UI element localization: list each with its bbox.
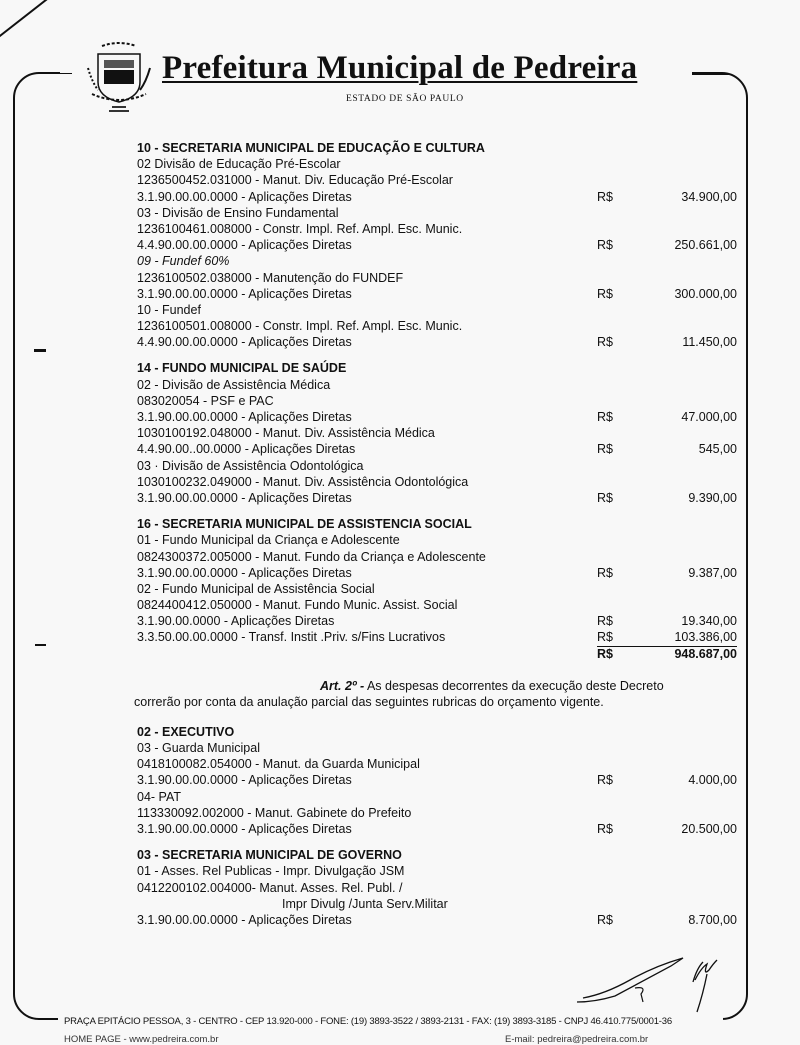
margin-mark xyxy=(35,644,46,646)
line-item: 4.4.90.00..00.0000 - Aplicações Diretas R$ 545,00 xyxy=(137,442,737,457)
line-item: 4.4.90.00.00.0000 - Aplicações Diretas R$ 11.450,00 xyxy=(137,335,737,350)
amount: 103.386,00 xyxy=(674,629,737,646)
section-heading: 16 - SECRETARIA MUNICIPAL DE ASSISTENCIA SOCIAL xyxy=(137,517,472,532)
amount: 11.450,00 xyxy=(682,335,737,350)
line-item: 1236100501.008000 - Constr. Impl. Ref. Ampl. Esc. Munic. xyxy=(137,319,463,334)
currency-label: R$ xyxy=(597,410,613,424)
header-rule-right xyxy=(692,74,732,75)
line-item: 3.1.90.00.00.0000 - Aplicações Diretas R$ 34.900,00 xyxy=(137,189,737,204)
amount: 8.700,00 xyxy=(688,912,737,927)
margin-mark xyxy=(34,349,46,352)
line-item: 03 · Divisão de Assistência Odontológica xyxy=(137,458,364,473)
line-item: 3.1.90.00.00.0000 - Aplicações Diretas R$ 47.000,00 xyxy=(137,410,737,424)
line-item: 0418100082.054000 - Manut. da Guarda Municipal xyxy=(137,757,420,772)
total-amount: 948.687,00 xyxy=(674,646,737,661)
amount: 300.000,00 xyxy=(674,286,737,301)
currency-label: R$ xyxy=(597,821,613,836)
document-body xyxy=(134,140,737,928)
currency-label: R$ xyxy=(597,189,613,204)
line-item: 02 Divisão de Educação Pré-Escolar xyxy=(137,157,341,172)
budget-section xyxy=(137,140,737,350)
amount: 47.000,00 xyxy=(681,410,737,424)
footer-email: E-mail: pedreira@pedreira.com.br xyxy=(505,1034,649,1045)
line-item: 02 - Divisão de Assistência Médica xyxy=(137,377,331,392)
currency-label: R$ xyxy=(597,286,613,301)
currency-label: R$ xyxy=(597,629,613,646)
amount: 34.900,00 xyxy=(681,189,737,204)
line-item: 1236500452.031000 - Manut. Div. Educação Pré-Escolar xyxy=(137,173,453,188)
line-item: 3.1.90.00.0000 - Aplicações Diretas R$ 19.340,00 xyxy=(137,614,737,629)
page-subtitle: ESTADO DE SÃO PAULO xyxy=(346,94,464,104)
currency-label: R$ xyxy=(597,565,613,580)
total-currency: R$ xyxy=(597,646,613,661)
article-text-rest: correrão por conta da anulação parcial das seguintes rubricas do orçamento vigente. xyxy=(134,694,604,709)
line-item: 3.1.90.00.00.0000 - Aplicações Diretas R$ 9.390,00 xyxy=(137,490,737,505)
section-heading: 02 - EXECUTIVO xyxy=(137,724,235,739)
line-item: 1030100192.048000 - Manut. Div. Assistência Médica xyxy=(137,426,435,441)
currency-label: R$ xyxy=(597,773,613,788)
line-item: 01 - Fundo Municipal da Criança e Adolescente xyxy=(137,533,400,548)
line-item: 0412200102.004000- Manut. Asses. Rel. Publ. / xyxy=(137,880,403,895)
annulment-section xyxy=(137,847,737,928)
line-item: 1236100502.038000 - Manutenção do FUNDEF xyxy=(137,270,404,285)
line-item: 1030100232.049000 - Manut. Div. Assistência Odontológica xyxy=(137,474,469,489)
scan-stray-line xyxy=(0,0,97,40)
line-item: 03 - Guarda Municipal xyxy=(137,741,260,755)
budget-section xyxy=(137,360,737,506)
currency-label: R$ xyxy=(597,912,613,927)
article-label: Art. 2º - xyxy=(320,678,365,693)
budget-section xyxy=(137,516,737,662)
annulment-section xyxy=(137,724,737,837)
article-2-paragraph xyxy=(134,678,737,710)
amount: 250.661,00 xyxy=(674,238,737,253)
header-rule-left xyxy=(40,73,72,74)
line-item: 04- PAT xyxy=(137,789,181,804)
section-heading: 10 - SECRETARIA MUNICIPAL DE EDUCAÇÃO E CULTURA xyxy=(137,141,485,155)
line-item: 0824400412.050000 - Manut. Fundo Munic. Assist. Social xyxy=(137,598,458,613)
amount: 545,00 xyxy=(698,442,737,457)
section-heading: 03 - SECRETARIA MUNICIPAL DE GOVERNO xyxy=(137,848,402,863)
currency-label: R$ xyxy=(597,614,613,629)
line-item: 10 - Fundef xyxy=(137,302,201,317)
line-item: Impr Divulg /Junta Serv.Militar xyxy=(282,896,448,911)
line-item: 3.1.90.00.00.0000 - Aplicações Diretas R$ 300.000,00 xyxy=(137,286,737,301)
amount: 9.390,00 xyxy=(688,490,737,505)
currency-label: R$ xyxy=(597,490,613,505)
line-item: 113330092.002000 - Manut. Gabinete do Prefeito xyxy=(137,805,412,820)
article-text-first: As despesas decorrentes da execução deste Decreto xyxy=(366,678,664,693)
footer-homepage: HOME PAGE - www.pedreira.com.br xyxy=(64,1034,219,1045)
line-item: 3.1.90.00.00.0000 - Aplicações Diretas R$ 20.500,00 xyxy=(137,821,737,836)
currency-label: R$ xyxy=(597,442,613,457)
line-item: 3.3.50.00.00.0000 - Transf. Instit .Priv. s/Fins Lucrativos R$ 103.386,00 xyxy=(137,629,737,645)
line-item: 0824300372.005000 - Manut. Fundo da Criança e Adolescente xyxy=(137,549,486,564)
footer-address: PRAÇA EPITÁCIO PESSOA, 3 - CENTRO - CEP 13.920-000 - FONE: (19) 3893-3522 / 3893-2131 - FAX: (19) 3893-3185 - CNPJ 46.410.775/0001-36 xyxy=(64,1016,672,1027)
amount: 4.000,00 xyxy=(688,773,737,788)
section-heading: 14 - FUNDO MUNICIPAL DE SAÚDE xyxy=(137,361,347,376)
line-item: 3.1.90.00.00.0000 - Aplicações Diretas R$ 9.387,00 xyxy=(137,565,737,580)
line-item: 3.1.90.00.00.0000 - Aplicações Diretas R$ 4.000,00 xyxy=(137,773,737,788)
line-item: 03 - Divisão de Ensino Fundamental xyxy=(137,205,339,220)
amount: 20.500,00 xyxy=(681,821,737,836)
page-title: Prefeitura Municipal de Pedreira xyxy=(162,50,638,86)
line-item: 09 - Fundef 60% xyxy=(137,254,230,269)
line-item: 02 - Fundo Municipal de Assistência Social xyxy=(137,581,375,596)
line-item: 01 - Asses. Rel Publicas - Impr. Divulgação JSM xyxy=(137,864,405,879)
line-item: 4.4.90.00.00.0000 - Aplicações Diretas R$ 250.661,00 xyxy=(137,238,737,253)
amount: 9.387,00 xyxy=(688,565,737,580)
amount: 19.340,00 xyxy=(681,614,737,629)
line-item: 1236100461.008000 - Constr. Impl. Ref. Ampl. Esc. Munic. xyxy=(137,221,463,236)
coat-of-arms-icon xyxy=(84,42,154,114)
currency-label: R$ xyxy=(597,238,613,253)
currency-label: R$ xyxy=(597,335,613,350)
line-item: 083020054 - PSF e PAC xyxy=(137,393,274,408)
total-row xyxy=(137,646,737,662)
line-item: 3.1.90.00.00.0000 - Aplicações Diretas R$ 8.700,00 xyxy=(137,912,737,927)
